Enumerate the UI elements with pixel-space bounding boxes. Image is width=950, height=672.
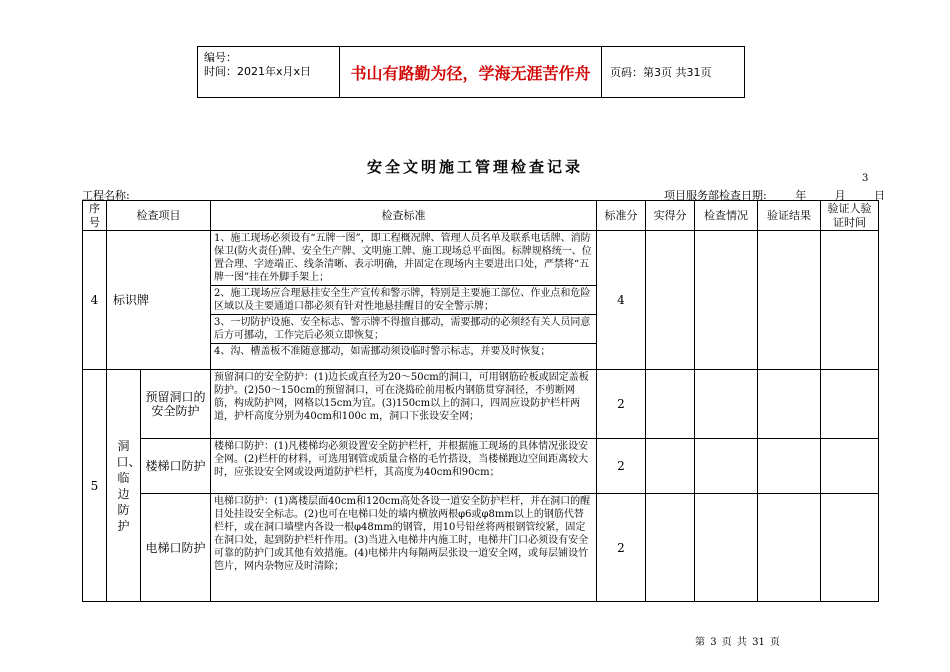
col-actual-score: 实得分 [646, 201, 695, 231]
verifier-cell [821, 439, 879, 494]
row-no: 4 [83, 231, 107, 370]
group-label: 洞口、临边防护 [116, 438, 141, 533]
table-row [83, 439, 879, 494]
standard-score: 2 [597, 494, 646, 602]
actual-score-cell [646, 439, 695, 494]
motto: 书山有路勤为径，学海无涯苦作舟 [340, 47, 602, 97]
sub-item: 电梯口防护 [141, 494, 211, 602]
standard-score: 4 [597, 231, 646, 370]
document-header [197, 46, 745, 98]
inspection-date-label: 项目服务部检查日期: 年 月 日 [664, 189, 886, 202]
page-marker: 3 [862, 173, 869, 184]
table-row [83, 494, 879, 602]
verify-result-cell [758, 494, 821, 602]
row-group [107, 370, 141, 602]
number-label: 编号： [204, 51, 237, 64]
project-label: 工程名称: [82, 189, 130, 202]
verify-result-cell [758, 439, 821, 494]
standard-text: 楼梯口防护：(1)凡楼梯均必须设置安全防护栏杆，并根据施工现场的具体情况张设安全网。(2)栏杆的材料，可选用钢管或质量合格的毛竹搭设，当楼梯跑边空间距离较大时，应张设安全网或设两道防护栏杆，其高度为40cm和90cm； [211, 439, 597, 494]
page-info: 页码：第3页 共31页 [610, 66, 712, 79]
page-title: 安全文明施工管理检查记录 [366, 158, 583, 176]
verify-result-cell [758, 231, 821, 370]
col-standard: 检查标准 [211, 201, 597, 231]
col-verifier: 验证人验证时间 [821, 201, 879, 231]
col-item: 检查项目 [107, 201, 211, 231]
actual-score-cell [646, 494, 695, 602]
actual-score-cell [646, 370, 695, 439]
check-cell [695, 370, 758, 439]
sub-item: 楼梯口防护 [141, 439, 211, 494]
verifier-cell [821, 231, 879, 370]
col-no: 序号 [83, 201, 107, 231]
table-row [83, 370, 879, 439]
col-verify-result: 验证结果 [758, 201, 821, 231]
standard-text: 1、施工现场必须设有“五牌一图”，即工程概况牌、管理人员名单及联系电话牌、消防保卫(防火责任)牌、安全生产牌、文明施工牌、施工现场总平面图。标牌规格统一、位置合理、字迹端正、线条清晰、表示明确，并固定在现场内主要进出口处，严禁将“五牌一图”挂在外脚手架上； [211, 231, 597, 286]
header-row [83, 201, 879, 231]
col-std-score: 标准分 [597, 201, 646, 231]
check-cell [695, 439, 758, 494]
row-item: 标识牌 [107, 231, 211, 370]
check-cell [695, 231, 758, 370]
standard-text: 预留洞口的安全防护：(1)边长或直径为20～50cm的洞口，可用钢筋砼板或固定盖板防护。(2)50～150cm的预留洞口，可在浇捣砼前用板内钢筋贯穿洞径，不剪断网筋，构成防护网，网格以15cm为宜。(3)150cm以上的洞口，四周应设防护栏杆两道，护杆高度分别为40cm和100c m，洞口下张设安全网； [211, 370, 597, 439]
standard-text: 电梯口防护：(1)离楼层面40cm和120cm高处各设一道安全防护栏杆，并在洞口的醒目处挂设安全标志。(2)也可在电梯口处的墙内横放两根φ6或φ8mm以上的钢筋代替栏杆，或在洞口墙壁内各设一根φ48mm的钢管，用10号铅丝将两根钢管绞紧，固定在洞口处，起到防护栏杆作用。(3)当进入电梯井内施工时，电梯井门口必须设有安全可靠的防护门或其他有效措施。(4)电梯井内每隔两层张设一道安全网，或每层铺设竹笆片，网内杂物应及时清除； [211, 494, 597, 602]
sub-item: 预留洞口的安全防护 [141, 370, 211, 439]
row-no: 5 [83, 370, 107, 602]
verifier-cell [821, 494, 879, 602]
standard-text: 2、施工现场应合理悬挂安全生产宣传和警示牌，特别是主要施工部位、作业点和危险区域以及主要通道口都必须有针对性地悬挂醒目的安全警示牌； [211, 286, 597, 315]
actual-score-cell [646, 231, 695, 370]
table-row [83, 231, 879, 286]
page-footer: 第 3 页 共 31 页 [695, 637, 780, 648]
standard-text: 3、一切防护设施、安全标志、警示牌不得擅自挪动，需要挪动的必须经有关人员同意后方可挪动，工作完后必须立即恢复； [211, 315, 597, 344]
standard-text: 4、沟、槽盖板不准随意挪动，如需挪动须设临时警示标志，并要及时恢复； [211, 344, 597, 370]
inspection-table [82, 200, 879, 602]
time-label: 时间：2021年x月x日 [204, 65, 312, 78]
verifier-cell [821, 370, 879, 439]
header-meta [198, 47, 340, 97]
standard-score: 2 [597, 439, 646, 494]
standard-score: 2 [597, 370, 646, 439]
col-check: 检查情况 [695, 201, 758, 231]
verify-result-cell [758, 370, 821, 439]
check-cell [695, 494, 758, 602]
